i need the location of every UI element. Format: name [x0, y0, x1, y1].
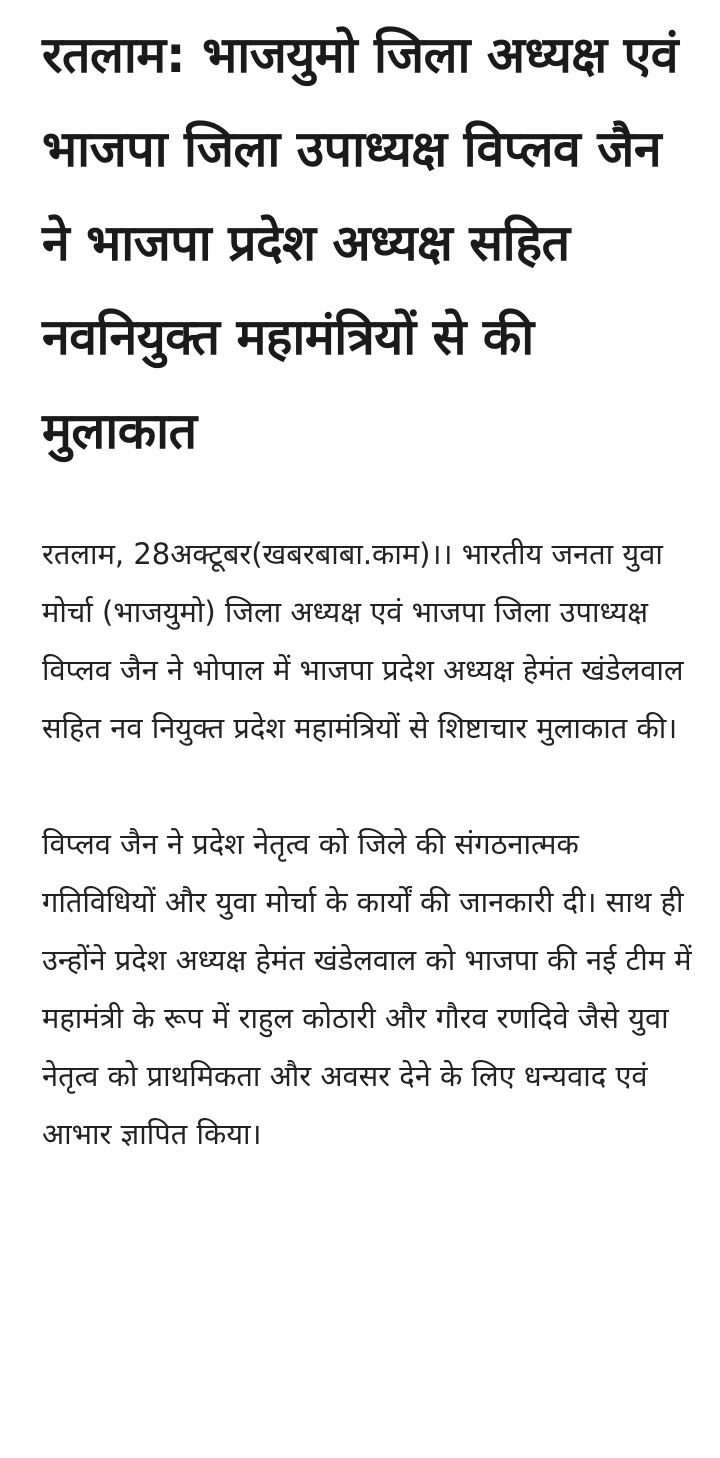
- article-paragraph-2: विप्लव जैन ने प्रदेश नेतृत्व को जिले की संगठनात्मक गतिविधियों और युवा मोर्चा के कार्यों की जानकारी दी। साथ ही उन्होंने प्रदेश अध्यक्ष हेमंत खंडेलवाल को भाजपा की नई टीम में महामंत्री के रूप में राहुल कोठारी और गौरव रणदिवे जैसे युवा नेतृत्व को प्राथमिकता और अवसर देने के लिए धन्यवाद एवं आभार ज्ञापित किया।: [42, 827, 692, 1151]
- news-article: [42, 0, 692, 1163]
- article-headline: रतलाम: भाजयुमो जिला अध्यक्ष एवं भाजपा जिला उपाध्यक्ष विप्लव जैन ने भाजपा प्रदेश अध्यक्ष सहित नवनियुक्त महामंत्रियों से की मुलाकात: [42, 26, 679, 460]
- article-paragraph-1: रतलाम, 28अक्टूबर(खबरबाबा.काम)।। भारतीय जनता युवा मोर्चा (भाजयुमो) जिला अध्यक्ष एवं भाजपा जिला उपाध्यक्ष विप्लव जैन ने भोपाल में भाजपा प्रदेश अध्यक्ष हेमंत खंडेलवाल सहित नव नियुक्त प्रदेश महामंत्रियों से शिष्टाचार मुलाकात की।: [42, 537, 684, 745]
